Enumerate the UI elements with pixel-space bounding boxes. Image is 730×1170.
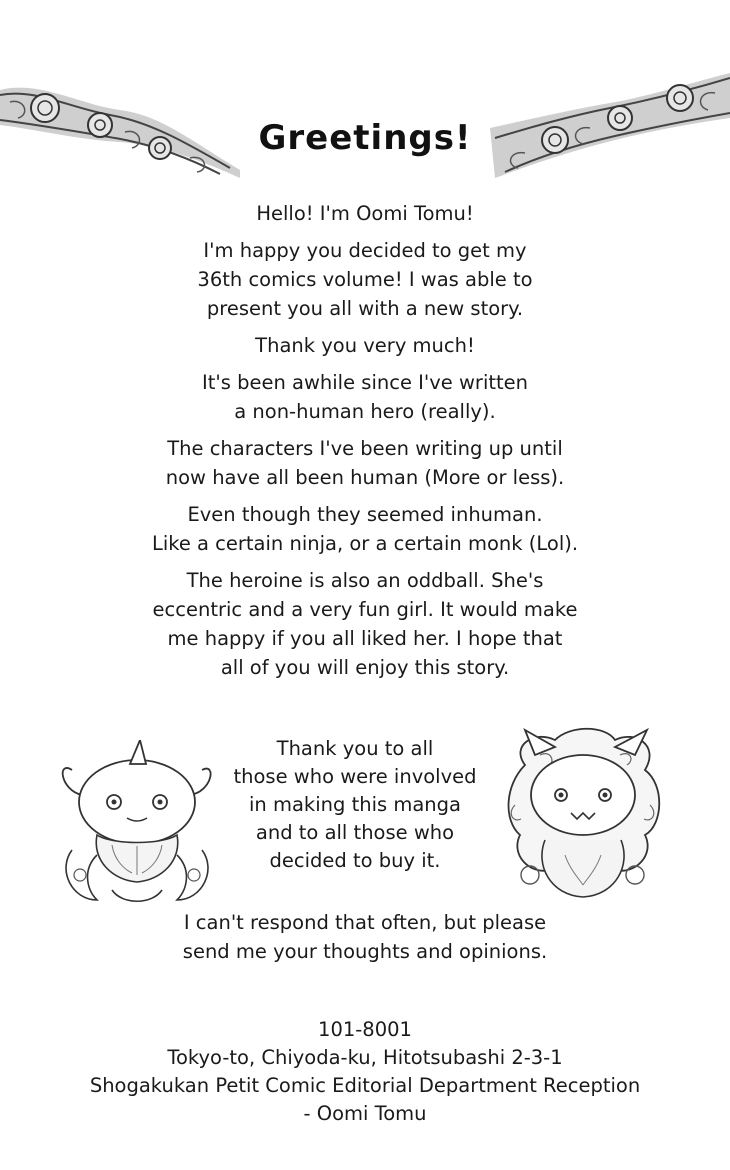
closing-text bbox=[0, 908, 730, 966]
mailing-address bbox=[0, 1016, 730, 1128]
text-line: all of you will enjoy this story. bbox=[220, 656, 510, 679]
intro-paragraph bbox=[0, 236, 730, 323]
thanks-text bbox=[205, 735, 505, 875]
text-line: Thank you very much! bbox=[255, 334, 475, 357]
text-line: It's been awhile since I've written bbox=[201, 371, 529, 394]
intro-paragraph bbox=[0, 500, 730, 558]
text-line: 36th comics volume! I was able to bbox=[197, 268, 533, 291]
thanks-line: in making this manga bbox=[249, 793, 461, 816]
intro-paragraph bbox=[0, 566, 730, 682]
address-line: Tokyo-to, Chiyoda-ku, Hitotsubashi 2-3-1 bbox=[167, 1046, 563, 1069]
text-line: me happy if you all liked her. I hope that bbox=[167, 627, 563, 650]
address-line: 101-8001 bbox=[318, 1018, 412, 1041]
text-line: Like a certain ninja, or a certain monk (Lol). bbox=[151, 532, 579, 555]
thanks-line: decided to buy it. bbox=[269, 849, 441, 872]
thanks-line: Thank you to all bbox=[276, 737, 434, 760]
closing-line: I can't respond that often, but please bbox=[183, 911, 547, 934]
horned-creature-illustration bbox=[52, 740, 222, 910]
text-line: a non-human hero (really). bbox=[234, 400, 496, 423]
text-line: The heroine is also an oddball. She's bbox=[186, 569, 544, 592]
text-line: Even though they seemed inhuman. bbox=[187, 503, 543, 526]
cat-creature-illustration bbox=[495, 725, 670, 910]
thanks-line: those who were involved bbox=[233, 765, 477, 788]
address-line: Shogakukan Petit Comic Editorial Department Reception bbox=[89, 1074, 641, 1097]
thanks-line: and to all those who bbox=[255, 821, 455, 844]
text-line: The characters I've been writing up until bbox=[167, 437, 563, 460]
text-line: I'm happy you decided to get my bbox=[203, 239, 527, 262]
text-line: present you all with a new story. bbox=[206, 297, 524, 320]
closing-line: send me your thoughts and opinions. bbox=[182, 940, 548, 963]
intro-paragraph bbox=[0, 331, 730, 360]
page-title: Greetings! bbox=[258, 118, 472, 158]
intro-paragraph bbox=[0, 199, 730, 228]
intro-text bbox=[0, 199, 730, 690]
intro-paragraph bbox=[0, 368, 730, 426]
intro-paragraph bbox=[0, 434, 730, 492]
address-line: - Oomi Tomu bbox=[303, 1102, 427, 1125]
text-line: now have all been human (More or less). bbox=[165, 466, 565, 489]
text-line: Hello! I'm Oomi Tomu! bbox=[256, 202, 474, 225]
text-line: eccentric and a very fun girl. It would make bbox=[152, 598, 578, 621]
